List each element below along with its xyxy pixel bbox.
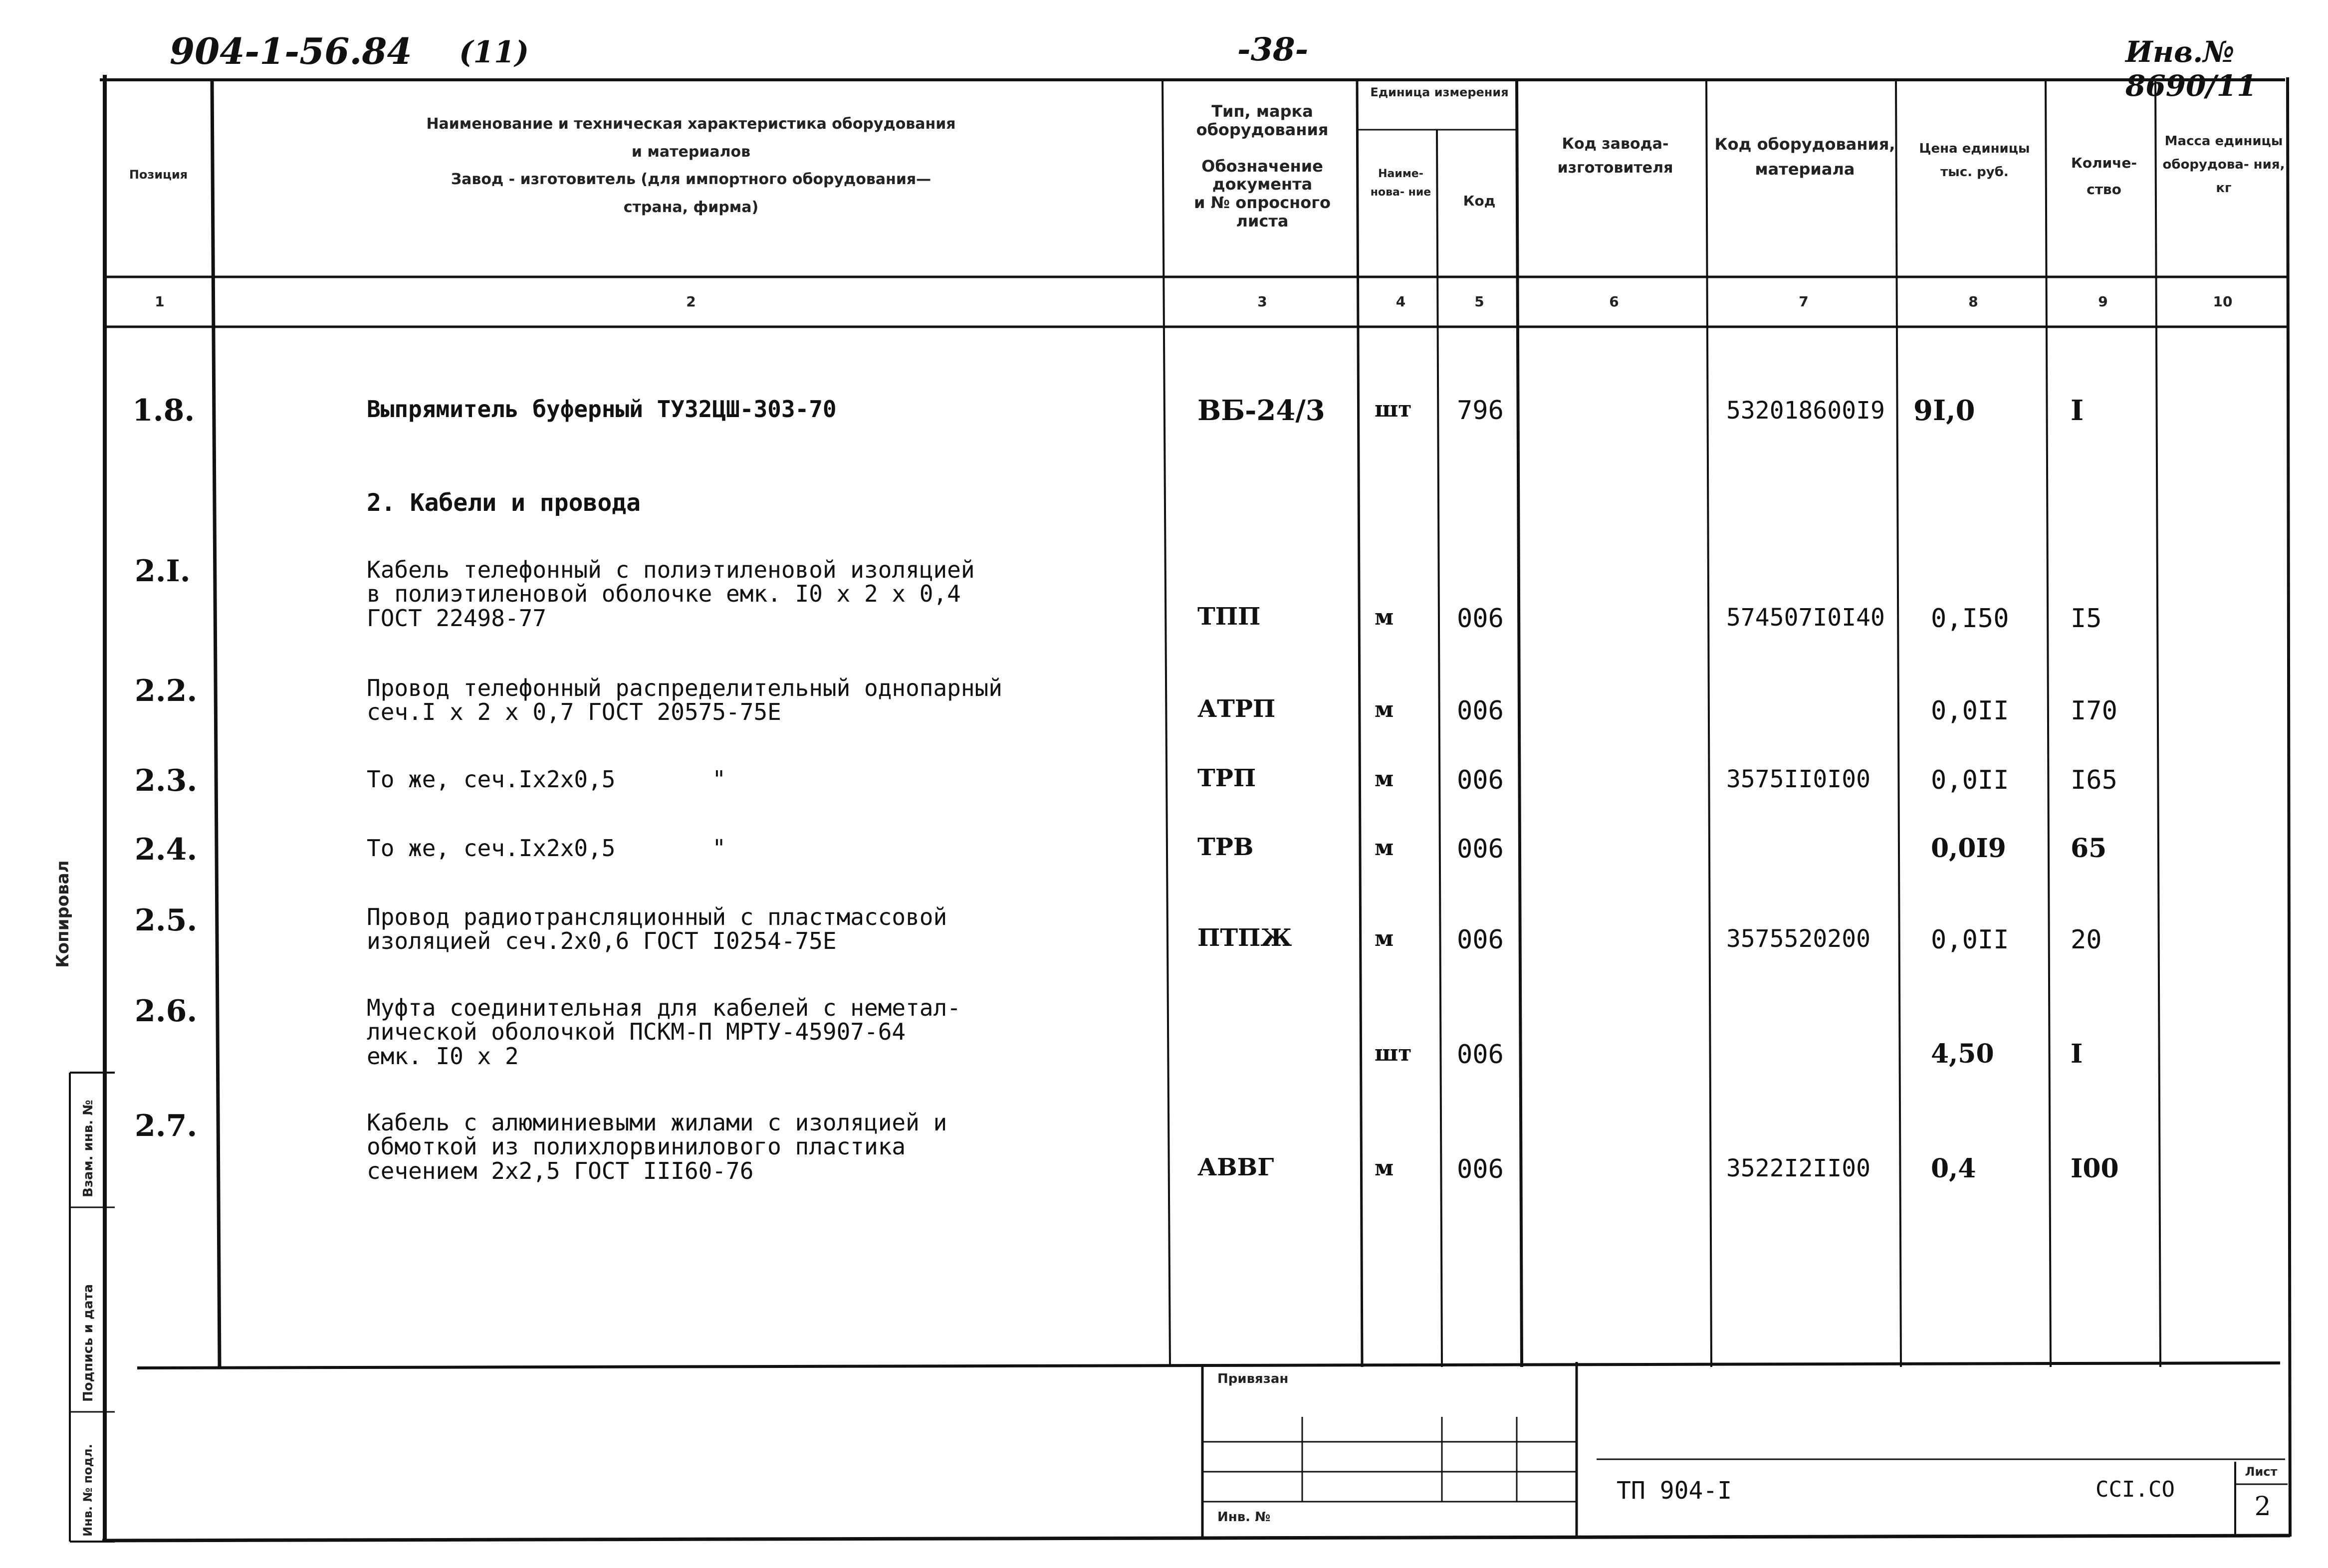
row-name: То же, сеч.Iх2х0,5 "	[367, 766, 726, 793]
header-unit: Единица измерения	[1370, 85, 1509, 99]
row-name: Провод радиотрансляционный с пластмассовой изоляцией сеч.2х0,6 ГОСТ I0254-75Е	[367, 903, 947, 955]
colnum-2: 2	[686, 293, 696, 310]
row-code: 006	[1457, 1040, 1504, 1070]
row-code: 006	[1457, 696, 1504, 726]
page-number: -38-	[1237, 31, 1309, 68]
section-heading: 2. Кабели и провода	[367, 489, 641, 517]
header-material-code: Код оборудования, материала	[1714, 135, 1895, 179]
stamp-inv-no: Инв. №	[1217, 1510, 1271, 1525]
row-unit: м	[1375, 1155, 1394, 1181]
row-position: 2.6.	[135, 994, 198, 1029]
side-vzam-inv: Взам. инв. №	[81, 1100, 96, 1197]
row-position: 1.8.	[132, 393, 195, 428]
row-quantity: 20	[2071, 925, 2102, 955]
colnum-8: 8	[1968, 293, 1978, 310]
row-unit: шт	[1375, 1041, 1412, 1066]
colnum-4: 4	[1396, 293, 1406, 310]
row-type: ТРП	[1197, 764, 1256, 792]
row-type: ПТПЖ	[1197, 924, 1292, 952]
doc-code: 904-1-56.84	[170, 30, 412, 72]
row-price: 9I,0	[1913, 394, 1975, 427]
row-name: Выпрямитель буферный ТУ32ЦШ-303-70	[367, 396, 837, 423]
row-quantity: I65	[2071, 765, 2117, 795]
row-price: 4,50	[1931, 1039, 1994, 1069]
row-code: 796	[1457, 396, 1504, 426]
colnum-3: 3	[1257, 293, 1267, 310]
header-quantity: Количе- ство	[2071, 155, 2137, 198]
inventory-number: Инв.№ 8690/11	[2125, 35, 2257, 103]
header-mass: Масса единицы оборудова- ния, кг	[2162, 134, 2285, 196]
row-position: 2.5.	[135, 903, 198, 938]
row-name: То же, сеч.Iх2х0,5 "	[367, 835, 726, 862]
side-copied: Копировал	[53, 860, 73, 968]
row-code: 006	[1457, 1154, 1504, 1184]
row-material-code: 3575520200	[1726, 925, 1870, 953]
row-name: Кабель телефонный с полиэтиленовой изоляцией в полиэтиленовой оболочке емк. I0 х 2 х 0,4 ГОСТ 22498-77	[367, 556, 975, 632]
stamp-privyazan: Привязан	[1217, 1371, 1289, 1386]
row-material-code: 3575II0I00	[1726, 765, 1870, 793]
colnum-5: 5	[1474, 293, 1484, 310]
row-quantity: 65	[2071, 833, 2107, 864]
row-price: 0,4	[1931, 1153, 1976, 1184]
row-code: 006	[1457, 925, 1504, 955]
row-unit: м	[1375, 835, 1394, 861]
row-code: 006	[1457, 604, 1504, 634]
row-price: 0,0II	[1931, 765, 2009, 795]
stamp-doc: ТП 904-I	[1617, 1477, 1732, 1505]
colnum-1: 1	[155, 293, 165, 310]
row-quantity: I5	[2071, 604, 2102, 634]
row-price: 0,0II	[1931, 696, 2009, 726]
row-position: 2.4.	[135, 832, 198, 867]
row-name: Провод телефонный распределительный однопарный сеч.I х 2 х 0,7 ГОСТ 20575-75Е	[367, 674, 1002, 726]
row-price: 0,I50	[1931, 604, 2009, 634]
row-price: 0,0II	[1931, 925, 2009, 955]
side-inv-podl: Инв. № подл.	[81, 1444, 95, 1537]
colnum-6: 6	[1609, 293, 1619, 310]
colnum-10: 10	[2213, 293, 2233, 310]
row-unit: м	[1375, 766, 1394, 792]
row-type: ТПП	[1197, 603, 1261, 631]
header-position: Позиция	[129, 168, 188, 182]
row-name: Кабель с алюминиевыми жилами с изоляцией и обмоткой из полихлорвинилового пластика сечением 2х2,5 ГОСТ III60-76	[367, 1109, 947, 1184]
side-podpis-data: Подпись и дата	[81, 1284, 96, 1402]
row-unit: шт	[1375, 397, 1412, 422]
colnum-9: 9	[2098, 293, 2108, 310]
row-code: 006	[1457, 834, 1504, 864]
row-position: 2.2.	[135, 673, 198, 708]
row-quantity: I	[2071, 1039, 2083, 1069]
colnum-7: 7	[1799, 293, 1809, 310]
row-type: ТРВ	[1197, 833, 1254, 861]
row-unit: м	[1375, 605, 1394, 630]
row-material-code: 532018600I9	[1726, 397, 1885, 425]
row-code: 006	[1457, 765, 1504, 795]
row-position: 2.3.	[135, 763, 198, 798]
header-unit-code: Код	[1463, 193, 1496, 209]
row-material-code: 3522I2II00	[1726, 1154, 1870, 1182]
row-position: 2.I.	[135, 554, 191, 589]
header-type: Тип, марка оборудования Обозначение документа и № опросного листа	[1194, 102, 1331, 230]
stamp-sheet-number: 2	[2254, 1492, 2271, 1522]
stamp-sheet-code: ССI.СО	[2095, 1477, 2175, 1502]
row-type: АВВГ	[1197, 1153, 1274, 1181]
header-unit-name: Наиме- нова- ние	[1370, 168, 1431, 199]
header-price: Цена единицы тыс. руб.	[1919, 141, 2030, 180]
row-quantity: I70	[2071, 696, 2117, 726]
row-name: Муфта соединительная для кабелей с неметал- лической оболочкой ПСКМ-П МРТУ-45907-64 емк. I0 х 2	[367, 994, 961, 1070]
row-type: ВБ-24/3	[1197, 394, 1325, 427]
row-material-code: 574507I0I40	[1726, 604, 1885, 632]
header-factory-code: Код завода- изготовителя	[1557, 135, 1673, 177]
row-quantity: I00	[2071, 1153, 2119, 1184]
stamp-sheet-label: Лист	[2245, 1465, 2278, 1479]
row-price: 0,0I9	[1931, 833, 2006, 864]
row-type: АТРП	[1197, 695, 1276, 723]
row-unit: м	[1375, 926, 1394, 951]
row-position: 2.7.	[135, 1109, 198, 1143]
album-number: (11)	[459, 35, 529, 70]
row-unit: м	[1375, 697, 1394, 722]
header-name: Наименование и техническая характеристика оборудования и материалов Завод - изготовитель (для импортного оборудования— страна, фирма)	[426, 115, 956, 216]
row-quantity: I	[2071, 394, 2084, 427]
